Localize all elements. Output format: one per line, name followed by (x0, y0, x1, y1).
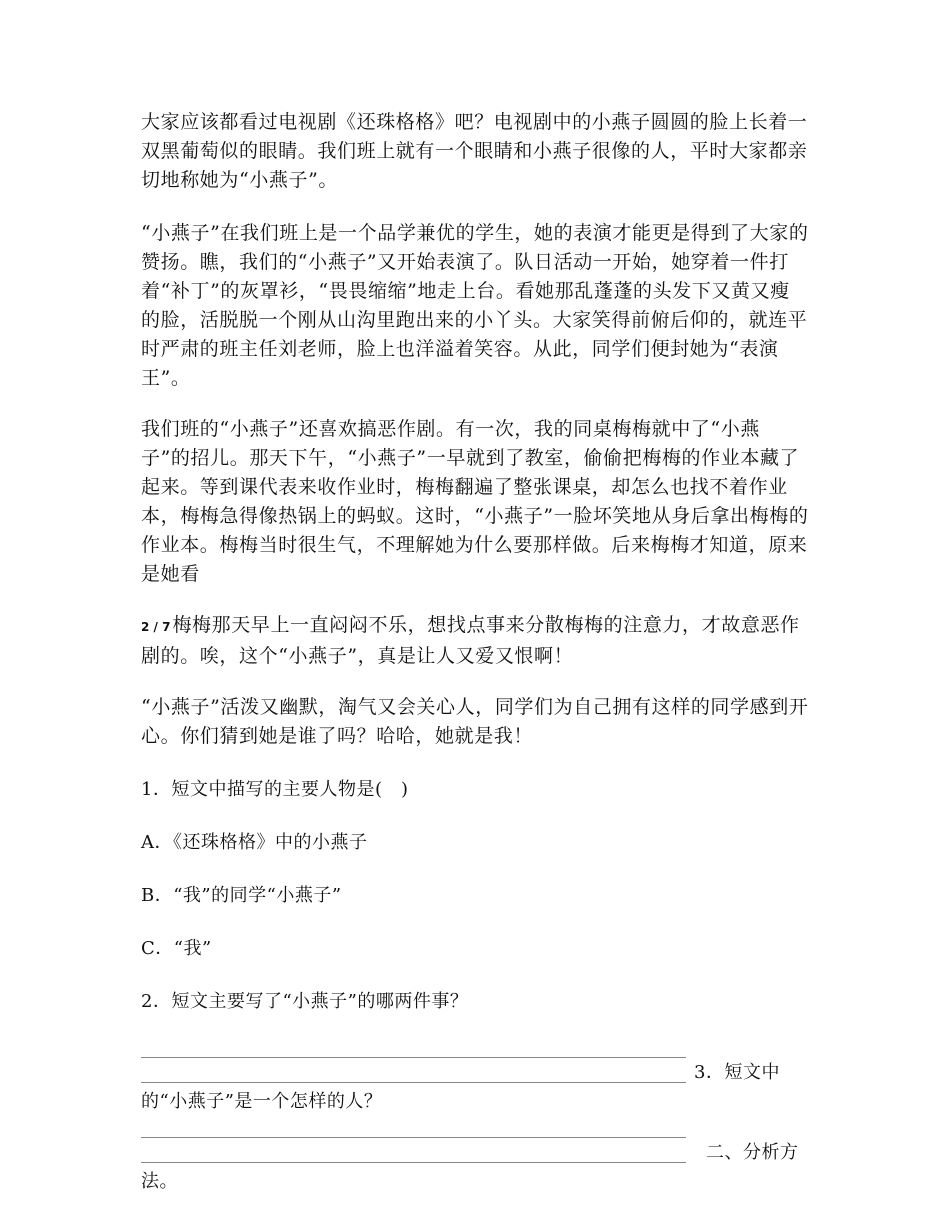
question-3-answer-area (141, 1116, 809, 1196)
answer-line[interactable] (141, 1082, 686, 1083)
answer-line[interactable] (141, 1162, 686, 1163)
answer-line-row (141, 1058, 809, 1087)
question-2-answer-area (141, 1036, 809, 1116)
page-number-marker: 2 / 7 (141, 620, 171, 634)
passage-paragraph-3: 我们班的“小燕子”还喜欢搞恶作剧。有一次，我的同桌梅梅就中了“小燕子”的招儿。那天下午，“小燕子”一早就到了教室，偷偷把梅梅的作业本藏了起来。等到课代表来收作业时，梅梅翻遍了整张课桌，却怎么也找不着作业本，梅梅急得像热锅上的蚂蚁。这时，“小燕子”一脸坏笑地从身后拿出梅梅的作业本。梅梅当时很生气，不理解她为什么要那样做。后来梅梅才知道，原来是她看 (141, 418, 809, 585)
section-2-heading-continued: 法。 (141, 1171, 178, 1192)
answer-line-row (141, 1138, 809, 1167)
question-1-option-a[interactable]: A．《还珠格格》中的小燕子 (141, 832, 368, 853)
question-3-continued: 的“小燕子”是一个怎样的人？ (141, 1091, 383, 1112)
question-1-option-b[interactable]: B．“我”的同学“小燕子” (141, 885, 342, 906)
document-page (141, 108, 809, 1196)
section-2-heading-start: 二、分析方 (706, 1142, 799, 1163)
question-3-start: 3．短文中 (694, 1062, 780, 1083)
passage-paragraph-1: 大家应该都看过电视剧《还珠格格》吧？电视剧中的小燕子圆圆的脸上长着一双黑葡萄似的眼睛。我们班上就有一个眼睛和小燕子很像的人，平时大家都亲切地称她为“小燕子”。 (141, 111, 808, 191)
passage-paragraph-4 (141, 611, 809, 671)
question-1: 1．短文中描写的主要人物是( ) (141, 779, 409, 800)
question-2: 2．短文主要写了“小燕子”的哪两件事？ (141, 991, 469, 1012)
passage-paragraph-2: “小燕子”在我们班上是一个品学兼优的学生，她的表演才能更是得到了大家的赞扬。瞧，我们的“小燕子”又开始表演了。队日活动一开始，她穿着一件打着“补丁”的灰罩衫，“畏畏缩缩”地走上台。看她那乱蓬蓬的头发下又黄又瘦的脸，活脱脱一个刚从山沟里跑出来的小丫头。大家笑得前俯后仰的，就连平时严肃的班主任刘老师，脸上也洋溢着笑容。从此，同学们便封她为“表演王”。 (141, 222, 809, 389)
question-1-option-c[interactable]: C．“我” (141, 938, 212, 959)
passage-paragraph-5: “小燕子”活泼又幽默，淘气又会关心人，同学们为自己拥有这样的同学感到开心。你们猜到她是谁了吗？哈哈，她就是我！ (141, 696, 809, 747)
passage-paragraph-4-text: 梅梅那天早上一直闷闷不乐，想找点事来分散梅梅的注意力，才故意恶作剧的。唉，这个“小燕子”，真是让人又爱又恨啊！ (141, 614, 800, 667)
